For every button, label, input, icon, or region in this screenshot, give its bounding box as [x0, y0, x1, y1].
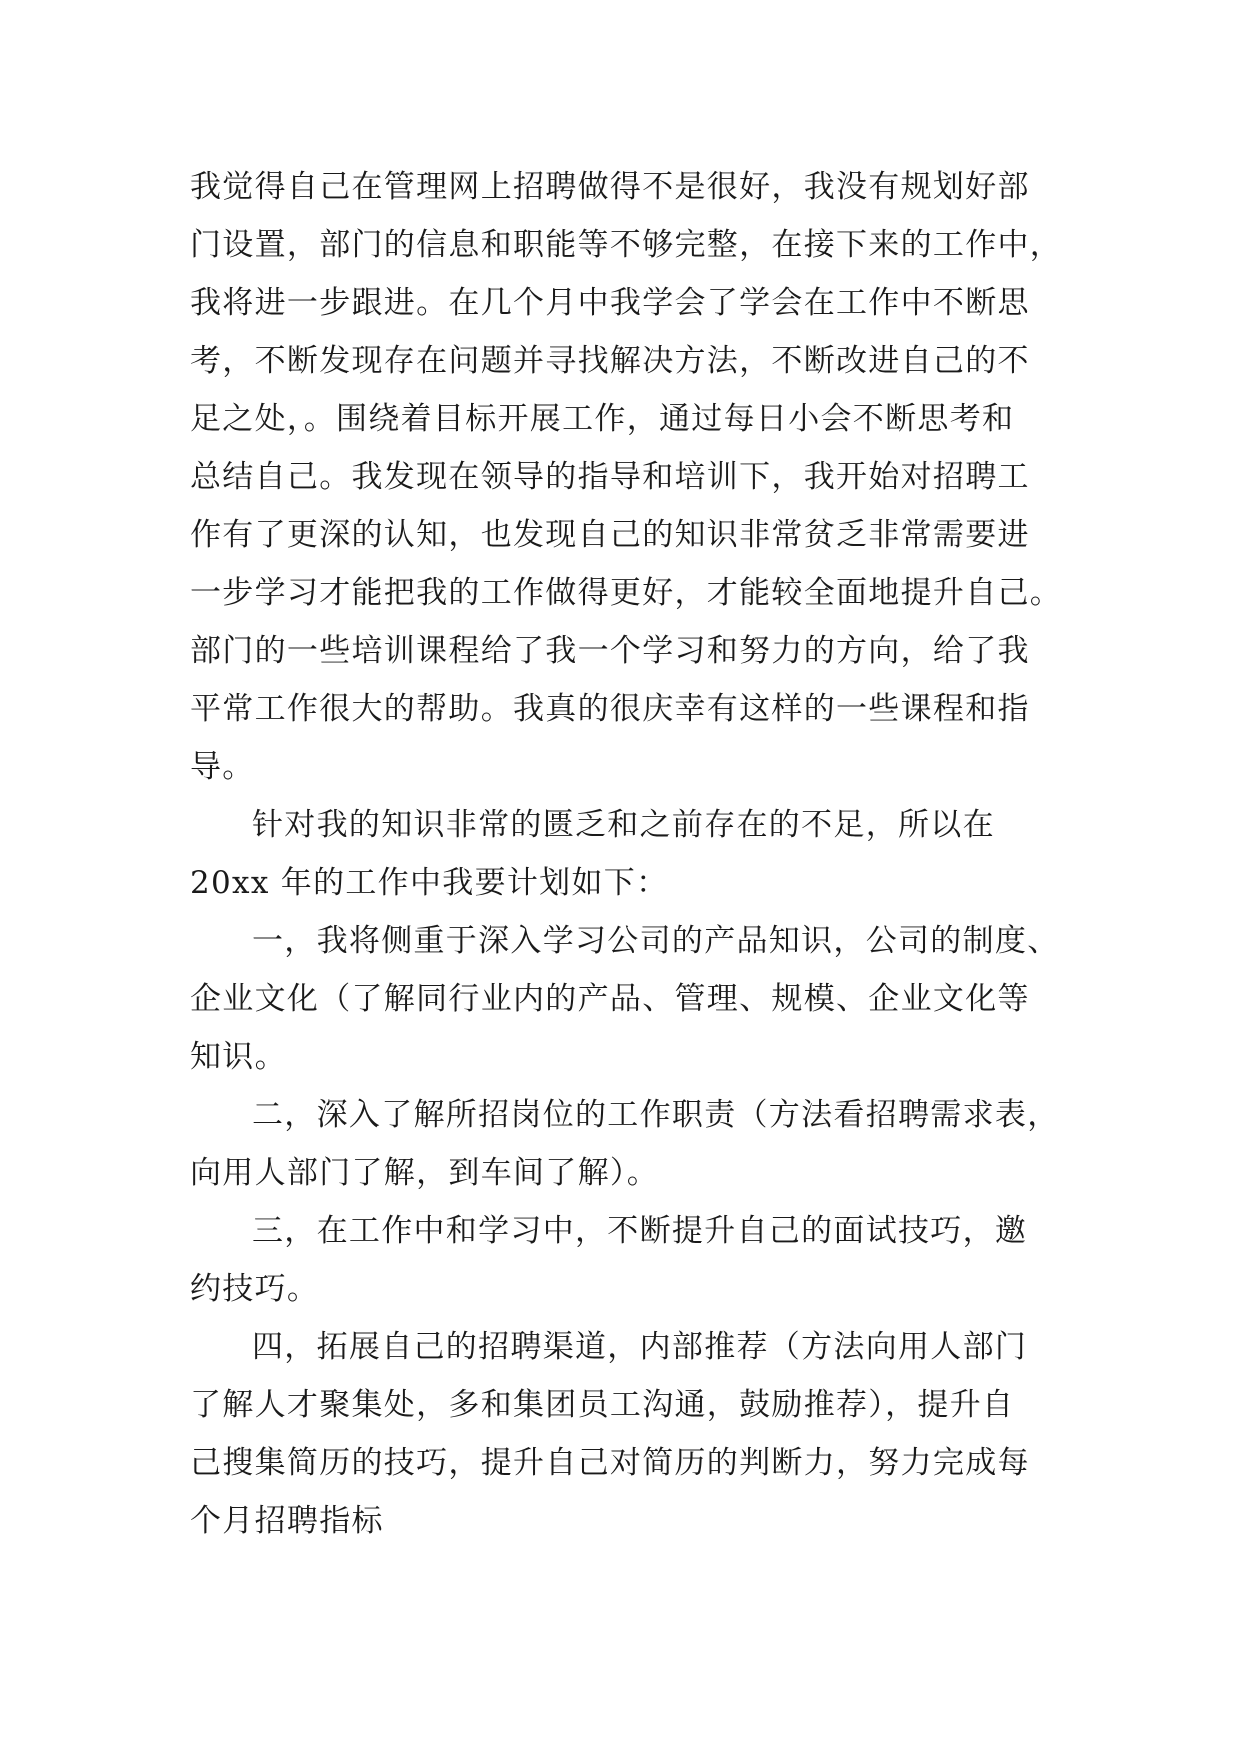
text-line: 了解人才聚集处，多和集团员工沟通，鼓励推荐），提升自 [190, 1387, 1015, 1423]
text-line: 约技巧。 [190, 1271, 320, 1307]
text-line: 我觉得自己在管理网上招聘做得不是很好，我没有规划好部 [190, 169, 1030, 205]
text-line: 我将进一步跟进。在几个月中我学会了学会在工作中不断思 [190, 285, 1030, 321]
text-line: 己搜集简历的技巧，提升自己对简历的判断力，努力完成每 [190, 1445, 1030, 1481]
text-line: 平常工作很大的帮助。我真的很庆幸有这样的一些课程和指 [190, 691, 1030, 727]
text-line: 足之处，。围绕着目标开展工作，通过每日小会不断思考和 [190, 401, 1015, 437]
plan-item-two-line: 二，深入了解所招岗位的工作职责（方法看招聘需求表， [252, 1097, 1060, 1133]
text-line: 个月招聘指标 [190, 1503, 384, 1539]
text-line: 总结自己。我发现在领导的指导和培训下，我开始对招聘工 [190, 459, 1030, 495]
text-line: 导。 [190, 749, 255, 785]
paragraph-start-line: 针对我的知识非常的匮乏和之前存在的不足，所以在 [252, 807, 995, 843]
plan-item-one-line: 一，我将侧重于深入学习公司的产品知识，公司的制度、 [252, 923, 1060, 959]
plan-item-four-line: 四，拓展自己的招聘渠道，内部推荐（方法向用人部门 [252, 1329, 1028, 1365]
text-line: 考，不断发现存在问题并寻找解决方法，不断改进自己的不 [190, 343, 1030, 379]
text-line: 企业文化（了解同行业内的产品、管理、规模、企业文化等 [190, 981, 1030, 1017]
text-line: 20xx 年的工作中我要计划如下： [190, 865, 669, 901]
text-line: 知识。 [190, 1039, 287, 1075]
plan-item-three-line: 三，在工作中和学习中，不断提升自己的面试技巧，邀 [252, 1213, 1028, 1249]
document-body [190, 158, 1070, 1550]
text-line: 向用人部门了解，到车间了解）。 [190, 1155, 659, 1191]
text-line: 一步学习才能把我的工作做得更好，才能较全面地提升自己。 [190, 575, 1063, 611]
text-line: 作有了更深的认知，也发现自己的知识非常贫乏非常需要进 [190, 517, 1030, 553]
text-line: 门设置，部门的信息和职能等不够完整，在接下来的工作中， [190, 227, 1063, 263]
text-line: 部门的一些培训课程给了我一个学习和努力的方向，给了我 [190, 633, 1030, 669]
